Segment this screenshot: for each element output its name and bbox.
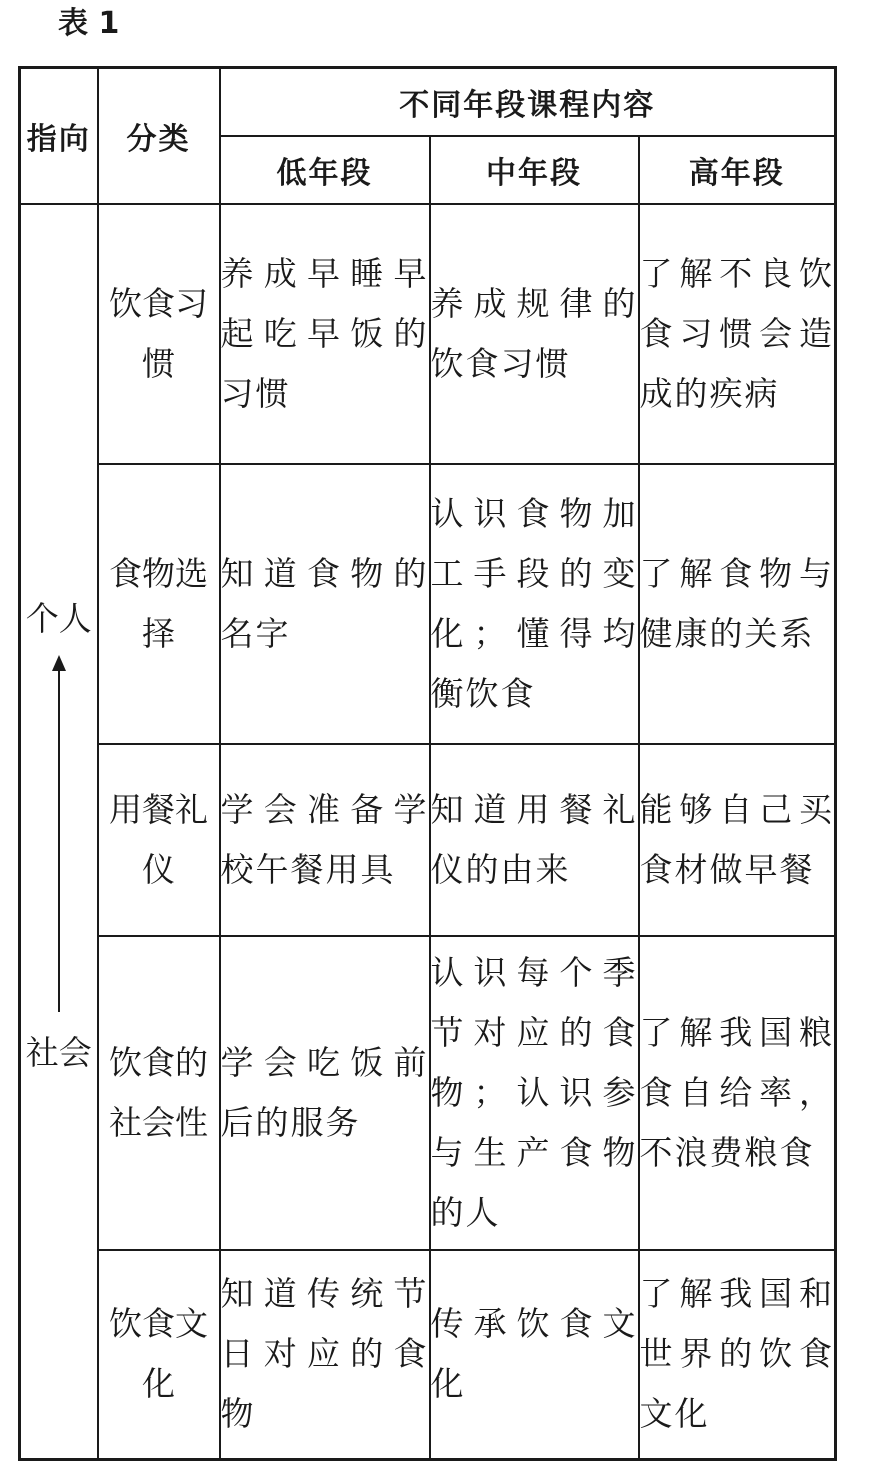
- header-grade-content: 不同年段课程内容: [220, 68, 836, 136]
- table-row: [20, 204, 836, 464]
- high-grade-cell: 了解我国和世界的饮食文化: [639, 1250, 836, 1460]
- mid-grade-cell: 传承饮食文化: [430, 1250, 639, 1460]
- table-row: [20, 936, 836, 1250]
- mid-grade-cell: 养成规律的饮食习惯: [430, 204, 639, 464]
- mid-grade-cell: 认识食物加工手段的变化；懂得均衡饮食: [430, 464, 639, 744]
- mid-grade-cell: 认识每个季节对应的食物；认识参与生产食物的人: [430, 936, 639, 1250]
- header-category: 分类: [98, 68, 220, 204]
- table-caption: 表 1: [58, 6, 120, 41]
- arrow-line: [58, 667, 60, 1012]
- high-grade-cell: 能够自己买食材做早餐: [639, 744, 836, 936]
- category-cell: 用餐礼仪: [98, 744, 220, 936]
- category-cell: 食物选择: [98, 464, 220, 744]
- high-grade-cell: 了解食物与健康的关系: [639, 464, 836, 744]
- high-grade-cell: 了解不良饮食习惯会造成的疾病: [639, 204, 836, 464]
- low-grade-cell: 学会吃饭前后的服务: [220, 936, 430, 1250]
- table-row: [20, 744, 836, 936]
- high-grade-cell: 了解我国粮食自给率，不浪费粮食: [639, 936, 836, 1250]
- mid-grade-cell: 知道用餐礼仪的由来: [430, 744, 639, 936]
- direction-individual: 个人: [25, 598, 92, 638]
- header-mid-grade: 中年段: [430, 136, 639, 204]
- low-grade-cell: 知道食物的名字: [220, 464, 430, 744]
- low-grade-cell: 学会准备学校午餐用具: [220, 744, 430, 936]
- category-cell: 饮食的社会性: [98, 936, 220, 1250]
- direction-society: 社会: [25, 1032, 92, 1072]
- category-cell: 饮食文化: [98, 1250, 220, 1460]
- low-grade-cell: 养成早睡早起吃早饭的习惯: [220, 204, 430, 464]
- header-direction: 指向: [20, 68, 98, 204]
- header-low-grade: 低年段: [220, 136, 430, 204]
- low-grade-cell: 知道传统节日对应的食物: [220, 1250, 430, 1460]
- category-cell: 饮食习惯: [98, 204, 220, 464]
- direction-column: [20, 204, 98, 1460]
- table-row: [20, 464, 836, 744]
- curriculum-table: [18, 66, 837, 1461]
- table-row: [20, 1250, 836, 1460]
- header-high-grade: 高年段: [639, 136, 836, 204]
